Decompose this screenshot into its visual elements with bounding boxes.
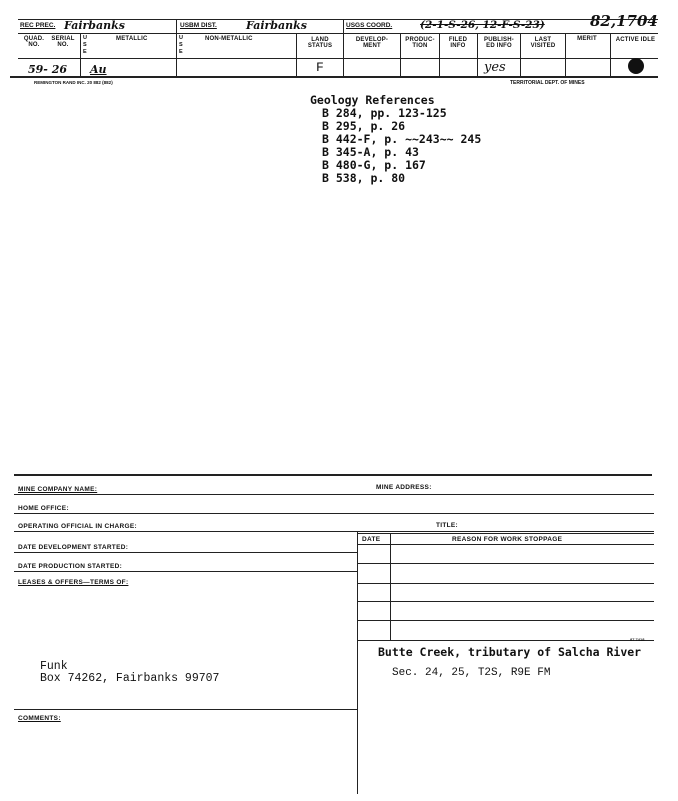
official-rule-2 <box>358 533 654 534</box>
land-status-value: F <box>316 60 324 75</box>
rec-prec-value: Fairbanks <box>64 19 125 32</box>
metallic-value: Au <box>90 63 107 76</box>
col-serial: SERIAL NO. <box>51 36 75 48</box>
mine-company-rule <box>14 494 654 495</box>
reference-item: B 284, pp. 123-125 <box>322 106 447 120</box>
sep-3 <box>296 33 297 77</box>
mine-address-label: MINE ADDRESS: <box>376 484 432 491</box>
references-title: Geology References <box>310 93 435 107</box>
col-use-2: U S E <box>179 35 184 55</box>
official-rule <box>14 531 654 532</box>
header-bottom-rule <box>10 76 658 78</box>
sep-4 <box>343 19 344 77</box>
usbm-dist-label: USBM DIST. <box>180 22 217 29</box>
location-line-2: Sec. 24, 25, T2S, R9E FM <box>392 667 551 679</box>
col-quad: QUAD. NO. <box>23 36 45 48</box>
owner-address: Box 74262, Fairbanks 99707 <box>40 672 220 685</box>
col-metallic: METALLIC <box>116 36 148 42</box>
sep-1 <box>80 33 81 77</box>
printer-line: REMINGTON RAND INC. 20 882 (882) <box>34 80 113 85</box>
value-row-rule <box>18 58 658 59</box>
sep-10 <box>610 33 611 77</box>
prod-started-label: DATE PRODUCTION STARTED: <box>18 563 123 570</box>
lower-top-rule <box>14 474 652 476</box>
location-line-1: Butte Creek, tributary of Salcha River <box>378 645 642 659</box>
corner-number: 82,1704 <box>590 12 658 30</box>
reason-col-header: REASON FOR WORK STOPPAGE <box>452 536 563 543</box>
date-col-border <box>390 534 391 640</box>
table-row-rule <box>357 563 654 564</box>
col-production: PRODUC- TION <box>405 37 435 49</box>
sep-9 <box>565 33 566 77</box>
owner-name: Funk <box>40 660 68 673</box>
dev-started-label: DATE DEVELOPMENT STARTED: <box>18 544 129 551</box>
usbm-dist-value: Fairbanks <box>246 19 307 32</box>
leases-label: LEASES & OFFERS—TERMS OF: <box>18 579 129 586</box>
col-active-idle: ACTIVE IDLE <box>615 37 656 43</box>
home-office-label: HOME OFFICE: <box>18 505 69 512</box>
dev-started-rule <box>14 552 357 553</box>
quad-serial-value: 59- 26 <box>28 63 68 76</box>
reference-item: B 480-G, p. 167 <box>322 158 426 172</box>
references-block <box>310 94 481 185</box>
header-mid-rule <box>18 33 658 34</box>
prod-started-rule <box>14 571 357 572</box>
comments-label: COMMENTS: <box>18 715 61 722</box>
reference-item: B 442-F, p. ~~243~~ 245 <box>322 132 482 146</box>
usgs-coord-label: USGS COORD. <box>346 22 393 29</box>
sep-5 <box>400 33 401 77</box>
date-col-header: DATE <box>362 536 381 543</box>
col-merit: MERIT <box>577 36 597 42</box>
mine-company-label: MINE COMPANY NAME: <box>18 486 98 493</box>
reference-item: B 538, p. 80 <box>322 171 406 185</box>
table-left-border <box>357 532 358 794</box>
reference-item: B 345-A, p. 43 <box>322 145 419 159</box>
sep-8 <box>520 33 521 77</box>
col-land-status: LAND STATUS <box>307 37 333 49</box>
table-header-rule <box>357 544 654 545</box>
published-info-value: yes <box>484 60 506 75</box>
col-published-info: PUBLISH- ED INFO <box>484 37 514 49</box>
operating-official-label: OPERATING OFFICIAL IN CHARGE: <box>18 523 137 530</box>
sep-2 <box>176 19 177 77</box>
col-development: DEVELOP- MENT <box>355 37 389 49</box>
col-use-1: U S E <box>83 35 88 55</box>
table-bottom-rule <box>357 640 654 641</box>
comments-rule <box>14 709 357 710</box>
active-mark-icon <box>628 58 644 74</box>
department-line: TERRITORIAL DEPT. OF MINES <box>510 80 585 86</box>
sep-7 <box>477 33 478 77</box>
rec-prec-label: REC PREC. <box>20 22 56 29</box>
col-filed-info: FILED INFO <box>448 37 468 49</box>
col-nonmetallic: NON-METALLIC <box>205 36 253 42</box>
home-office-rule <box>14 513 654 514</box>
table-row-rule <box>357 601 654 602</box>
table-row-rule <box>357 583 654 584</box>
table-row-rule <box>357 620 654 621</box>
col-last-visited: LAST VISITED <box>530 37 556 49</box>
form-number: 87 7418 <box>630 637 645 642</box>
usgs-coord-value: (2-1-S-26, 12-F-S-23) <box>420 19 545 31</box>
title-label: TITLE: <box>436 522 459 529</box>
reference-item: B 295, p. 26 <box>322 119 406 133</box>
sep-6 <box>439 33 440 77</box>
